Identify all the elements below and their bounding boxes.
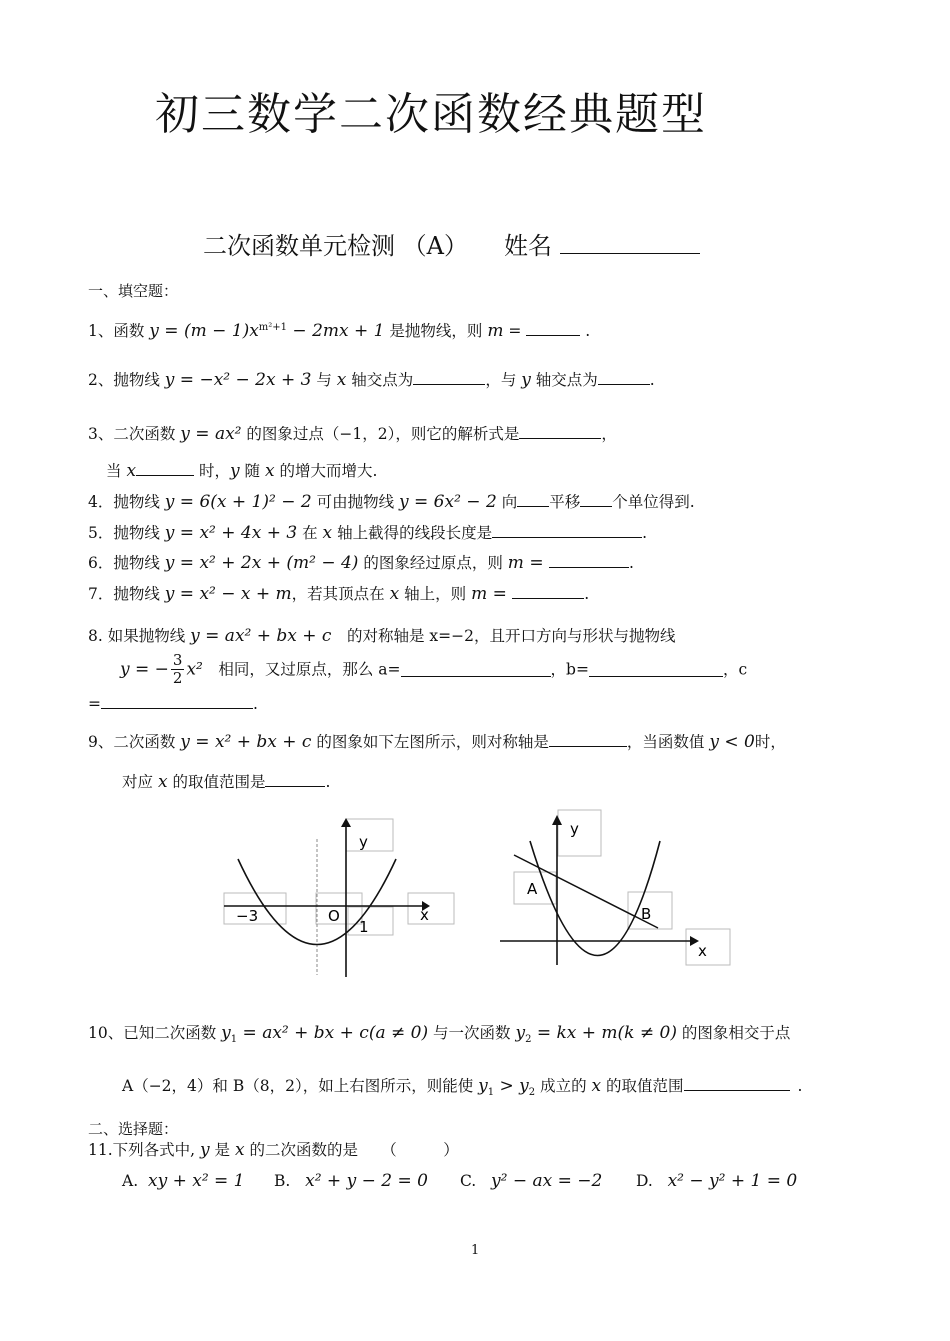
q3b-var-x: x: [126, 461, 137, 481]
q10b-y2-sub: 2: [528, 1087, 536, 1099]
q4-text-d: 个单位得到.: [612, 493, 695, 511]
q5-formula: y = x² + 4x + 3: [164, 523, 298, 543]
q7-blank[interactable]: [512, 584, 584, 599]
q8-blank-a[interactable]: [401, 662, 551, 677]
document-title: 初三数学二次函数经典题型: [155, 89, 707, 140]
question-8-part-b: [120, 652, 747, 692]
q3b-var-y: y: [229, 461, 240, 481]
q1-formula-2: − 2mx + 1: [287, 321, 385, 342]
point-b-label: B: [641, 905, 652, 923]
q8b-denominator: 2: [172, 669, 183, 687]
q2-blank-2[interactable]: [598, 370, 650, 385]
q4-blank-1[interactable]: [517, 492, 549, 507]
q10b-gt: >: [494, 1076, 520, 1096]
option-a-formula: xy + x² = 1: [147, 1171, 245, 1191]
option-a-label: A.: [122, 1172, 139, 1190]
q3b-prefix: 当: [106, 462, 127, 480]
q10b-y1: y: [478, 1076, 488, 1096]
one-label-box: [348, 907, 393, 935]
q9b-text: 的取值范围是: [167, 773, 266, 791]
q2-text-a: 与: [311, 371, 337, 389]
q8b-text-a: 相同，又过原点，那么 a=: [202, 660, 401, 679]
q5-text-b: 轴上截得的线段长度是: [332, 524, 493, 542]
q7-text-b: 轴上，则: [399, 585, 472, 603]
q3-text: 的图象过点（−1，2），则它的解析式是: [241, 425, 520, 443]
option-d-formula: x² − y² + 1 = 0: [667, 1171, 798, 1191]
q6-var: m =: [507, 553, 549, 573]
q6-text: 的图象经过原点，则: [358, 554, 508, 572]
q2-var-y: y: [521, 370, 531, 390]
q8-formula: y = ax² + bx + c: [190, 626, 332, 646]
q7-text-a: ，若其顶点在: [291, 585, 390, 603]
test-subtitle: [203, 226, 700, 261]
q5-text-a: 在: [297, 524, 323, 542]
page-number: 1: [471, 1243, 480, 1258]
q3-formula: y = ax²: [180, 424, 242, 444]
q6-prefix: 6．抛物线: [88, 554, 165, 572]
q10-y2-sub: 2: [525, 1034, 532, 1046]
q10-y1-sub: 1: [230, 1034, 238, 1046]
q5-blank[interactable]: [492, 523, 642, 538]
q9-text-c: 时，: [754, 733, 786, 751]
q7-end: .: [584, 585, 590, 603]
q10b-prefix: A（−2，4）和 B（8，2），如上右图所示，则能使: [122, 1077, 479, 1095]
question-9: [88, 732, 786, 752]
q9-blank-2[interactable]: [265, 772, 325, 787]
q8b-x-squared: x²: [186, 659, 203, 680]
q10-formula-2: = kx + m(k ≠ 0): [531, 1023, 677, 1043]
q3-blank-1[interactable]: [519, 424, 601, 439]
question-6: [88, 553, 634, 573]
q10b-y2: y: [519, 1076, 529, 1096]
option-b-formula: x² + y − 2 = 0: [305, 1171, 428, 1191]
q10-y1: y: [221, 1023, 231, 1043]
option-d-label: D.: [636, 1172, 653, 1190]
q3-end: ，: [601, 425, 617, 443]
question-8-part-c: [88, 694, 258, 714]
question-3-part-b: [106, 461, 377, 481]
y-label-box: [346, 819, 393, 851]
q8c-end: .: [253, 695, 258, 713]
fig-left-x-label: x: [420, 906, 429, 924]
q7-prefix: 7．抛物线: [88, 585, 165, 603]
q10b-end: .: [797, 1077, 803, 1095]
q11-var-x: x: [234, 1140, 245, 1160]
question-3: [88, 424, 617, 444]
question-10-part-b: [122, 1076, 802, 1103]
q10-prefix: 10、已知二次函数: [88, 1024, 222, 1042]
q1-exponent: m²+1: [258, 322, 288, 333]
q3b-text-a: 时，: [194, 462, 230, 480]
question-2: [88, 370, 655, 390]
q11-option-b[interactable]: [274, 1171, 428, 1191]
q4-formula-2: y = 6x² − 2: [399, 492, 497, 512]
q4-prefix: 4．抛物线: [88, 493, 165, 511]
question-1: [88, 318, 590, 341]
fig-left-origin-label: O: [328, 907, 340, 925]
q8-blank-c[interactable]: [101, 694, 253, 709]
q2-prefix: 2、抛物线: [88, 371, 165, 389]
q8-text: 的对称轴是 x=−2，且开口方向与形状与抛物线: [331, 627, 676, 645]
q5-var-x: x: [322, 523, 333, 543]
q1-blank[interactable]: [526, 321, 580, 336]
q9b-prefix: 对应: [122, 773, 158, 791]
q11-option-a[interactable]: [122, 1171, 245, 1191]
fig-right-y-box: [558, 810, 601, 856]
q1-text: 是抛物线，则: [384, 322, 488, 341]
q10-text-b: 的图象相交于点: [676, 1024, 791, 1042]
q7-var: m =: [471, 584, 513, 604]
q8-blank-b[interactable]: [589, 662, 723, 677]
q4-text-b: 向: [496, 493, 518, 511]
name-blank[interactable]: [560, 239, 700, 254]
q8b-fraction: [171, 652, 185, 687]
q6-blank[interactable]: [549, 553, 629, 568]
q2-var-x: x: [336, 370, 347, 390]
fig-left-one-label: 1: [359, 918, 369, 936]
q9b-end: .: [325, 773, 331, 791]
question-7: [88, 584, 589, 604]
q7-var-x: x: [389, 584, 400, 604]
fig-left-neg3-label: −3: [236, 907, 259, 925]
q10-formula: = ax² + bx + c(a ≠ 0): [237, 1023, 429, 1043]
q11-option-c[interactable]: [460, 1171, 602, 1191]
section-fill-in: 一、填空题：: [88, 282, 179, 300]
q10b-y1-sub: 1: [487, 1087, 495, 1099]
q9-blank-1[interactable]: [549, 732, 627, 747]
q1-formula: y = (m − 1)x: [149, 321, 259, 342]
figure-right-intersection: [498, 805, 734, 969]
question-8: [88, 626, 675, 646]
q7-formula: y = x² − x + m: [164, 584, 292, 604]
q9-text-b: ，当函数值: [626, 733, 710, 751]
fig-right-y-arrow: [552, 815, 562, 825]
q4-blank-2[interactable]: [580, 492, 612, 507]
option-b-label: B.: [274, 1172, 291, 1190]
q3-prefix: 3、二次函数: [88, 425, 181, 443]
q11-option-d[interactable]: [636, 1171, 797, 1191]
q8b-text-c: ，c: [722, 660, 748, 679]
q4-text-a: 可由抛物线: [311, 493, 400, 511]
fig-left-y-label: y: [359, 833, 368, 851]
q9b-var-x: x: [157, 772, 168, 792]
q8-prefix: 8. 如果抛物线: [88, 627, 191, 645]
figure-left-parabola: [222, 815, 458, 981]
question-11: [88, 1140, 459, 1160]
q1-prefix: 1、函数: [88, 322, 150, 341]
q9-text-a: 的图象如下左图所示，则对称轴是: [311, 733, 549, 751]
q9-prefix: 9、二次函数: [88, 733, 181, 751]
x-label-box: [408, 893, 454, 924]
q1-end: .: [580, 322, 591, 341]
fig-right-parabola: [530, 841, 660, 956]
q10-y2: y: [515, 1023, 526, 1043]
option-c-label: C.: [460, 1172, 477, 1190]
question-5: [88, 523, 647, 543]
q11-text-b: 的二次函数的是 （ ）: [244, 1141, 459, 1159]
q3b-text-c: 的增大而增大.: [274, 462, 378, 480]
fig-right-x-label: x: [698, 942, 707, 960]
q2-end: .: [649, 371, 655, 389]
q1-var: m: [487, 321, 504, 342]
point-a-label: A: [527, 880, 538, 898]
q3-blank-2[interactable]: [136, 461, 194, 476]
q5-end: .: [642, 524, 648, 542]
q9-formula: y = x² + bx + c: [180, 732, 312, 752]
q2-text-c: ，与: [485, 371, 522, 389]
fig-right-y-label: y: [570, 820, 579, 838]
question-9-part-b: [122, 772, 330, 792]
subtitle-text: 二次函数单元检测 （A） 姓名: [203, 232, 552, 260]
q2-text-b: 轴交点为: [346, 371, 414, 389]
q2-text-d: 轴交点为: [530, 371, 598, 389]
question-10: [88, 1023, 790, 1050]
q8b-y-eq: y = −: [120, 659, 169, 680]
q11-var-y: y: [200, 1140, 210, 1160]
q4-formula: y = 6(x + 1)² − 2: [164, 492, 312, 512]
q10b-var-x: x: [591, 1076, 602, 1096]
fig-right-x-box: [686, 929, 730, 965]
q2-blank-1[interactable]: [413, 370, 485, 385]
q1-eq: =: [503, 322, 527, 341]
section-choice: 二、选择题：: [88, 1120, 179, 1138]
question-4: [88, 492, 695, 512]
q10-blank[interactable]: [684, 1076, 790, 1091]
q3b-var-x2: x: [264, 461, 275, 481]
q10b-text-a: 成立的: [535, 1077, 592, 1095]
q8c-eq: =: [88, 695, 101, 713]
q4-text-c: 平移: [549, 493, 581, 511]
q2-formula: y = −x² − 2x + 3: [164, 370, 312, 390]
q9-condition: y < 0: [709, 732, 755, 752]
q8b-text-b: ，b=: [550, 660, 589, 679]
option-c-formula: y² − ax = −2: [491, 1171, 603, 1191]
q11-prefix: 11.下列各式中,: [88, 1141, 201, 1159]
q5-prefix: 5．抛物线: [88, 524, 165, 542]
q8b-numerator: 3: [172, 651, 183, 669]
q6-formula: y = x² + 2x + (m² − 4): [164, 553, 359, 573]
q6-end: .: [628, 554, 634, 572]
q11-text-a: 是: [209, 1141, 235, 1159]
q10b-text-b: 的取值范围: [601, 1077, 684, 1095]
q10-text-a: 与一次函数: [428, 1024, 516, 1042]
q3b-text-b: 随: [239, 462, 265, 480]
